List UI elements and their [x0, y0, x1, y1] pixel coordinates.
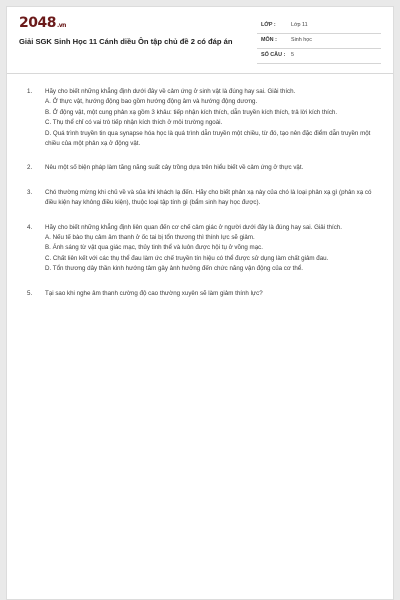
question-text: Tại sao khi nghe âm thanh cường độ cao thường xuyên sẽ làm giảm thính lực? — [45, 289, 263, 297]
question-4 — [21, 223, 381, 275]
document-header — [7, 7, 393, 69]
site-logo[interactable] — [19, 15, 66, 34]
meta-value: 5 — [291, 52, 294, 58]
meta-value: Lớp 11 — [291, 22, 308, 28]
question-number: 3. — [27, 188, 33, 196]
question-text: Chó thường mừng khi chủ về và sủa khi khách lạ đến. Hãy cho biết phản xạ này của chó là loại phản xạ gì (phản xạ có điều kiện hay không điều kiện), thuộc loại tập tính gì (bẩm sinh hay học được). — [45, 188, 372, 207]
question-number: 2. — [27, 164, 33, 172]
document-page — [6, 6, 394, 600]
question-list — [21, 87, 381, 299]
logo-tld: .vn — [56, 22, 66, 29]
header-divider — [7, 73, 393, 74]
question-1 — [21, 87, 381, 149]
meta-row-subject — [257, 34, 381, 49]
question-option: C. Chất liên kết với các thụ thể đau làm ức chế truyền tín hiệu có thể được sử dụng làm chất giảm đau. — [45, 254, 329, 262]
question-text: Nêu một số biện pháp làm tăng năng suất cây trồng dựa trên hiểu biết về cảm ứng ở thực vật. — [45, 164, 304, 172]
question-number: 5. — [27, 289, 33, 297]
meta-table — [257, 19, 381, 64]
meta-row-count — [257, 49, 381, 64]
meta-key: LỚP : — [261, 22, 276, 28]
question-option: A. Ở thực vật, hướng động bao gồm hướng động âm và hướng động dương. — [45, 98, 258, 106]
meta-key: SỐ CÂU : — [261, 52, 286, 58]
question-option: D. Tổn thương dây thần kinh hướng tâm gây ảnh hưởng đến chức năng vận động của cơ thể. — [45, 265, 304, 273]
question-option: B. Ánh sáng từ vật qua giác mạc, thủy tinh thể và luôn được hội tụ ở võng mạc. — [45, 244, 263, 252]
question-number: 1. — [27, 88, 33, 95]
meta-row-class — [257, 19, 381, 34]
question-text: Hãy cho biết những khẳng định liên quan đến cơ chế cảm giác ở người dưới đây là đúng hay sai. Giải thích. — [45, 223, 342, 231]
logo-main: 2048 — [19, 15, 56, 31]
question-option: A. Nếu tế bào thụ cảm âm thanh ở ốc tai bị tổn thương thì thính lực sẽ giảm. — [45, 234, 255, 242]
question-3 — [21, 188, 381, 209]
question-option: B. Ở động vật, một cung phản xạ gồm 3 khâu: tiếp nhận kích thích, dẫn truyền kích thích, trả lời kích thích. — [45, 108, 338, 116]
page-title: Giải SGK Sinh Học 11 Cánh diều Ôn tập chủ đề 2 có đáp án — [19, 37, 233, 46]
question-text: Hãy cho biết những khẳng định dưới đây về cảm ứng ở sinh vật là đúng hay sai. Giải thích. — [45, 88, 296, 95]
meta-value: Sinh học — [291, 37, 312, 43]
question-option: C. Thụ thể chỉ có vai trò tiếp nhận kích thích ở môi trường ngoài. — [45, 119, 223, 127]
question-number: 4. — [27, 223, 33, 231]
question-5 — [21, 289, 381, 299]
question-2 — [21, 163, 381, 173]
meta-key: MÔN : — [261, 37, 277, 43]
question-option: D. Quá trình truyền tin qua synapse hóa học là quá trình dẫn truyền một chiều, từ đó, tạo nên đặc điểm dẫn truyền một chiều của một phản xạ ở động vật. — [45, 129, 371, 148]
